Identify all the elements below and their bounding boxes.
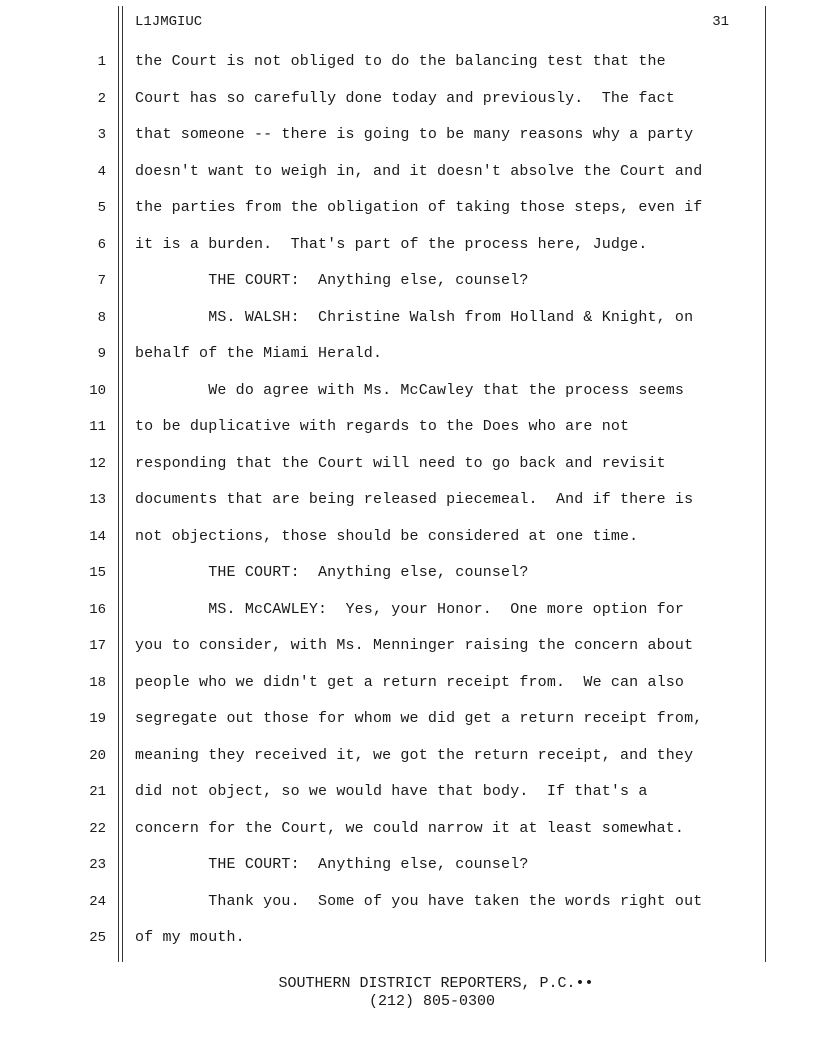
- line-text: Thank you. Some of you have taken the words right out: [135, 892, 703, 910]
- transcript-line: [0, 892, 816, 929]
- line-number: 10: [89, 382, 106, 399]
- line-text: THE COURT: Anything else, counsel?: [135, 272, 529, 289]
- transcript-line: [0, 125, 816, 162]
- transcript-line: [0, 308, 816, 345]
- line-text: the Court is not obliged to do the balancing test that the: [135, 53, 666, 70]
- line-text: We do agree with Ms. McCawley that the process seems: [135, 381, 685, 399]
- line-text: it is a burden. That's part of the process here, Judge.: [135, 235, 648, 253]
- transcript-line: [0, 928, 816, 965]
- line-number: 19: [89, 711, 106, 727]
- line-text: responding that the Court will need to go back and revisit: [135, 454, 666, 472]
- line-text: concern for the Court, we could narrow it at least somewhat.: [135, 819, 685, 837]
- transcript-line: [0, 782, 816, 819]
- transcript-line: [0, 198, 816, 235]
- line-number: 11: [89, 419, 106, 435]
- line-number: 25: [89, 930, 106, 946]
- transcript-line: [0, 417, 816, 454]
- line-number: 12: [89, 455, 106, 472]
- transcript-line: [0, 636, 816, 673]
- reporter-phone: (212) 805-0300: [368, 993, 496, 1010]
- transcript-line: [0, 855, 816, 892]
- reporter-firm: SOUTHERN DISTRICT REPORTERS, P.C.••: [278, 975, 594, 992]
- line-text: meaning they received it, we got the return receipt, and they: [135, 746, 694, 764]
- transcript-line: [0, 527, 816, 564]
- transcript-line: [0, 454, 816, 491]
- line-number: 17: [89, 638, 106, 654]
- line-text: THE COURT: Anything else, counsel?: [135, 564, 529, 581]
- line-text: not objections, those should be considered at one time.: [135, 527, 639, 545]
- line-text: Court has so carefully done today and previously. The fact: [135, 89, 675, 107]
- transcript-line: [0, 271, 816, 308]
- transcript-code: L1JMGIUC: [135, 14, 203, 30]
- line-number: 21: [89, 784, 106, 800]
- transcript-line: [0, 819, 816, 856]
- line-text: the parties from the obligation of taking those steps, even if: [135, 199, 703, 216]
- transcript-body: [0, 52, 816, 965]
- line-text: MS. McCAWLEY: Yes, your Honor. One more option for: [135, 600, 685, 618]
- page-number: 31: [712, 14, 729, 30]
- line-number: 5: [97, 200, 106, 216]
- line-text: did not object, so we would have that body. If that's a: [135, 783, 648, 800]
- transcript-line: [0, 709, 816, 746]
- line-number: 20: [89, 747, 106, 764]
- transcript-line: [0, 563, 816, 600]
- line-text: MS. WALSH: Christine Walsh from Holland & Knight, on: [135, 308, 694, 326]
- line-text: you to consider, with Ms. Menninger raising the concern about: [135, 637, 694, 654]
- line-number: 1: [97, 54, 106, 70]
- line-text: segregate out those for whom we did get a return receipt from,: [135, 710, 703, 727]
- line-number: 18: [89, 674, 106, 691]
- line-text: people who we didn't get a return receipt from. We can also: [135, 673, 685, 691]
- transcript-line: [0, 89, 816, 126]
- line-number: 16: [89, 601, 106, 618]
- transcript-line: [0, 235, 816, 272]
- transcript-line: [0, 381, 816, 418]
- line-number: 24: [89, 893, 106, 910]
- line-number: 9: [97, 346, 106, 362]
- transcript-line: [0, 52, 816, 89]
- line-number: 15: [89, 565, 106, 581]
- line-number: 8: [97, 309, 106, 326]
- line-number: 14: [89, 528, 106, 545]
- line-number: 7: [97, 273, 106, 289]
- transcript-line: [0, 344, 816, 381]
- line-text: THE COURT: Anything else, counsel?: [135, 856, 529, 873]
- page-header: [135, 14, 729, 34]
- line-number: 3: [97, 127, 106, 143]
- line-number: 4: [97, 163, 106, 180]
- line-text: documents that are being released piecemeal. And if there is: [135, 491, 694, 508]
- transcript-line: [0, 600, 816, 637]
- line-text: doesn't want to weigh in, and it doesn't absolve the Court and: [135, 162, 703, 180]
- line-text: of my mouth.: [135, 929, 245, 946]
- transcript-line: [0, 746, 816, 783]
- transcript-line: [0, 490, 816, 527]
- transcript-line: [0, 162, 816, 199]
- line-number: 2: [97, 90, 106, 107]
- page-footer: [0, 975, 816, 1011]
- line-text: to be duplicative with regards to the Does who are not: [135, 418, 630, 435]
- line-text: behalf of the Miami Herald.: [135, 345, 383, 362]
- line-number: 22: [89, 820, 106, 837]
- transcript-line: [0, 673, 816, 710]
- line-text: that someone -- there is going to be many reasons why a party: [135, 126, 694, 143]
- line-number: 13: [89, 492, 106, 508]
- line-number: 6: [97, 236, 106, 253]
- line-number: 23: [89, 857, 106, 873]
